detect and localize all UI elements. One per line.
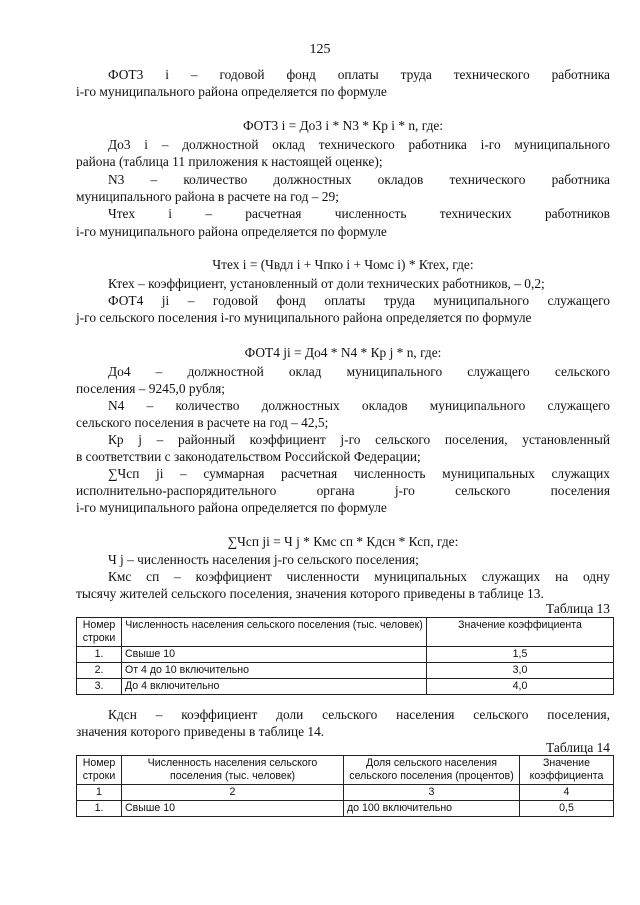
table-cell: до 100 включительно <box>344 801 520 817</box>
paragraph-line: ∑Чсп ji – суммарная расчетная численность муниципальных служащих <box>108 466 610 481</box>
column-number-cell: 4 <box>520 785 614 801</box>
table-cell: 1. <box>77 801 122 817</box>
table-cell: 3. <box>77 679 122 695</box>
formula: ФОТ4 ji = До4 * N4 * Кр j * n, где: <box>244 345 442 360</box>
header-cell: Номер строки <box>77 618 122 647</box>
column-number-cell: 2 <box>122 785 344 801</box>
header-cell: Доля сельского населения сельского поселения (процентов) <box>344 756 520 785</box>
paragraph-line: Кдсн – коэффициент доли сельского населения сельского поселения, <box>108 707 610 722</box>
table-cell: 1,5 <box>427 647 614 663</box>
formula: ФОТ3 i = До3 i * N3 * Кр i * n, где: <box>242 118 444 133</box>
paragraph-line: тысячу жителей сельского поселения, значения которого приведены в таблице 13. <box>76 586 544 601</box>
paragraph-line: До3 i – должностной оклад технического работника i-го муниципального <box>108 137 610 152</box>
page-number: 125 <box>309 42 331 57</box>
paragraph-line: N4 – количество должностных окладов муниципального служащего <box>108 398 610 413</box>
paragraph-line: Кр j – районный коэффициент j-го сельского поселения, установленный <box>108 432 610 447</box>
header-cell: Численность населения сельского поселения (тыс. человек) <box>122 756 344 785</box>
paragraph-line: i-го муниципального района определяется по формуле <box>76 224 387 239</box>
paragraph-line: Чтех i – расчетная численность технических работников <box>108 206 610 221</box>
paragraph-line: муниципального района в расчете на год – 29; <box>76 189 339 204</box>
table-cell: 3,0 <box>427 663 614 679</box>
table-row <box>77 679 614 695</box>
column-number-row <box>77 785 614 801</box>
table-13 <box>76 617 614 695</box>
paragraph-line: До4 – должностной оклад муниципального служащего сельского <box>108 364 610 379</box>
table-cell: Свыше 10 <box>122 801 344 817</box>
table-row <box>77 801 614 817</box>
table-cell: 2. <box>77 663 122 679</box>
paragraph-line: ФОТ4 ji – годовой фонд оплаты труда муниципального служащего <box>108 293 610 308</box>
paragraph-line: Ч j – численность населения j-го сельского поселения; <box>108 552 419 567</box>
paragraph-line: поселения – 9245,0 рубля; <box>76 381 226 396</box>
header-cell: Значение коэффициента <box>427 618 614 647</box>
paragraph-line: исполнительно-распорядительного органа j-го сельского поселения <box>76 483 610 498</box>
paragraph-line: Кмс сп – коэффициент численности муниципальных служащих на одну <box>108 569 610 584</box>
header-cell: Численность населения сельского поселения (тыс. человек) <box>122 618 427 647</box>
table-cell: От 4 до 10 включительно <box>122 663 427 679</box>
table-caption: Таблица 14 <box>546 740 610 755</box>
paragraph-line: сельского поселения в расчете на год – 42,5; <box>76 415 329 430</box>
formula: Чтех i = (Чвдл i + Чпко i + Чомс i) * Ктех, где: <box>212 257 474 272</box>
table-14 <box>76 755 614 817</box>
paragraph-line: j-го сельского поселения i-го муниципального района определяется по формуле <box>76 310 532 325</box>
paragraph-line: значения которого приведены в таблице 14. <box>76 724 325 739</box>
table-row <box>77 647 614 663</box>
header-cell: Значение коэффициента <box>520 756 614 785</box>
table-caption: Таблица 13 <box>546 601 610 616</box>
paragraph-line: ФОТ3 i – годовой фонд оплаты труда технического работника <box>108 67 610 82</box>
paragraph-line: Ктех – коэффициент, установленный от доли технических работников, – 0,2; <box>108 276 545 291</box>
formula: ∑Чсп ji = Ч j * Кмс сп * Кдсн * Ксп, где: <box>227 534 459 549</box>
table-cell: До 4 включительно <box>122 679 427 695</box>
paragraph-line: i-го муниципального района определяется по формуле <box>76 84 387 99</box>
paragraph-line: в соответствии с законодательством Российской Федерации; <box>76 449 421 464</box>
column-number-cell: 3 <box>344 785 520 801</box>
table-cell: Свыше 10 <box>122 647 427 663</box>
table-cell: 0,5 <box>520 801 614 817</box>
header-cell: Номер строки <box>77 756 122 785</box>
paragraph-line: района (таблица 11 приложения к настоящей оценке); <box>76 154 383 169</box>
table-cell: 4,0 <box>427 679 614 695</box>
table-row <box>77 663 614 679</box>
table-header-row <box>77 756 614 785</box>
table-cell: 1. <box>77 647 122 663</box>
table-header-row <box>77 618 614 647</box>
paragraph-line: i-го муниципального района определяется по формуле <box>76 500 387 515</box>
column-number-cell: 1 <box>77 785 122 801</box>
paragraph-line: N3 – количество должностных окладов технического работника <box>108 172 610 187</box>
